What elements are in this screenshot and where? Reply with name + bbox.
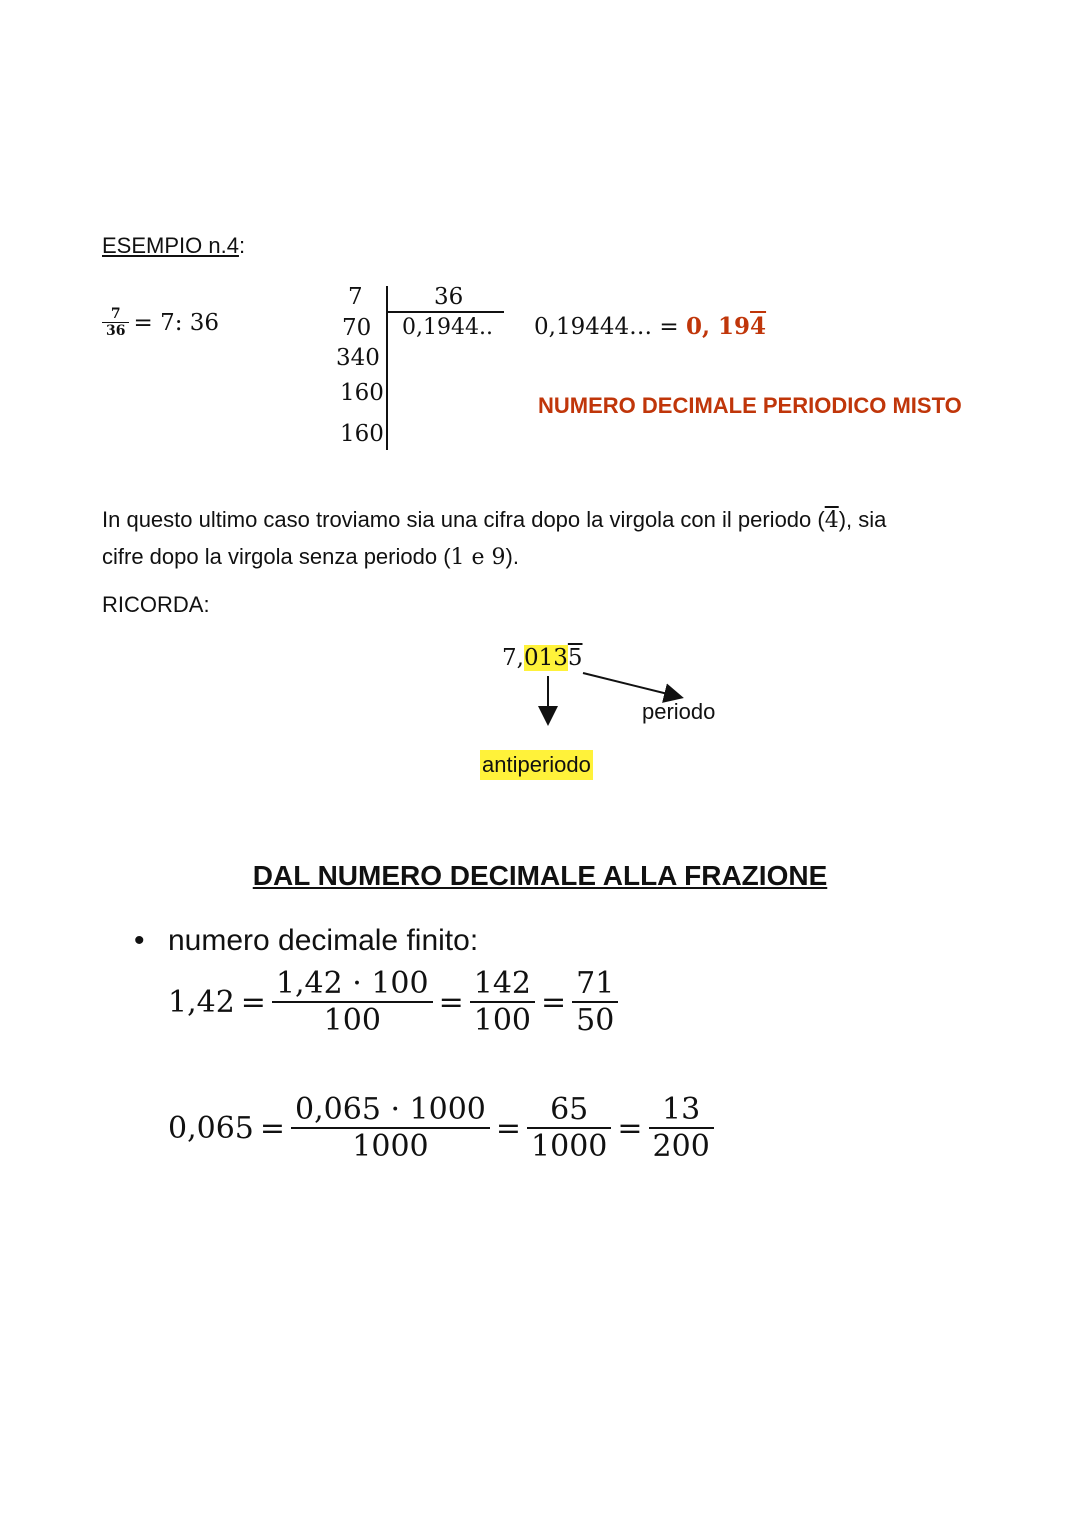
eq2-fraction-1 (291, 1092, 490, 1164)
period-label: periodo (642, 699, 716, 724)
mixed-periodic-label: NUMERO DECIMALE PERIODICO MISTO (538, 393, 962, 418)
eq1-f2-den: 100 (470, 1001, 535, 1038)
explanation-text-2b: ). (505, 544, 519, 569)
explanation-text-1b: ), sia (838, 507, 887, 532)
eq2-sign-1: = (259, 1110, 286, 1146)
eq2-lhs: 0,065 (168, 1110, 254, 1146)
eq2-f3-num: 13 (662, 1092, 701, 1127)
eq1-f3-den: 50 (572, 1001, 618, 1038)
eq2-f2-den: 1000 (527, 1127, 611, 1164)
eq1-f3-num: 71 (576, 966, 615, 1001)
explanation-text-1a: In questo ultimo caso troviamo sia una cifra dopo la virgola con il periodo ( (102, 507, 825, 532)
eq1-f1-den: 100 (272, 1001, 433, 1038)
finite-label: numero decimale finito: (168, 924, 479, 957)
eq1-fraction-3 (572, 966, 618, 1038)
number-integer-part: 7, (502, 645, 524, 671)
division-step-4: 160 (340, 421, 384, 447)
eq2-f3-den: 200 (649, 1127, 714, 1164)
division-step-1: 70 (342, 315, 372, 341)
eq2-sign-3: = (617, 1110, 643, 1146)
eq1-fraction-2 (470, 966, 535, 1038)
eq1-f2-num: 142 (473, 966, 532, 1001)
eq2-f1-den: 1000 (291, 1127, 490, 1164)
eq2-f1-num: 0,065 · 1000 (295, 1092, 486, 1127)
quotient: 0,1944.. (402, 315, 493, 340)
eq1-sign-3: = (541, 984, 567, 1020)
number-period-part: 5 (567, 645, 583, 671)
equation-2 (168, 1092, 714, 1164)
section-title: DAL NUMERO DECIMALE ALLA FRAZIONE (252, 860, 828, 891)
eq1-sign-1: = (240, 984, 266, 1020)
example-title: ESEMPIO n.4 (102, 233, 239, 258)
fraction-numerator: 7 (110, 306, 121, 322)
eq2-fraction-3 (649, 1092, 714, 1164)
eq2-fraction-2 (527, 1092, 611, 1164)
explanation-math: 1 e 9 (450, 545, 506, 570)
result-value-main: 0, 19 (686, 313, 751, 340)
equation-1 (168, 966, 618, 1038)
remember-label: RICORDA: (102, 592, 210, 617)
antiperiod-label: antiperiodo (480, 750, 593, 780)
number-antiperiod-part: 013 (523, 645, 568, 671)
eq2-sign-2: = (495, 1110, 522, 1146)
result-prefix: 0,19444… = (534, 314, 687, 340)
finite-bullet: • (134, 924, 145, 957)
eq1-lhs: 1,42 (168, 984, 235, 1020)
eq1-fraction-1 (272, 966, 433, 1038)
example-title-colon: : (238, 233, 246, 258)
explanation-text-2a: cifre dopo la virgola senza periodo ( (102, 544, 451, 569)
eq1-sign-2: = (438, 984, 464, 1020)
result-value-period: 4 (750, 313, 767, 340)
division-step-3: 160 (340, 380, 384, 406)
period-arrow (583, 673, 680, 697)
divisor: 36 (434, 284, 464, 310)
division-expression: = 7: 36 (133, 309, 220, 336)
fraction-denominator: 36 (102, 322, 129, 339)
explanation-period: 4 (824, 508, 839, 533)
division-step-2: 340 (336, 345, 380, 371)
eq2-f2-num: 65 (550, 1092, 589, 1127)
eq1-f1-num: 1,42 · 100 (275, 966, 429, 1001)
dividend: 7 (348, 284, 363, 310)
